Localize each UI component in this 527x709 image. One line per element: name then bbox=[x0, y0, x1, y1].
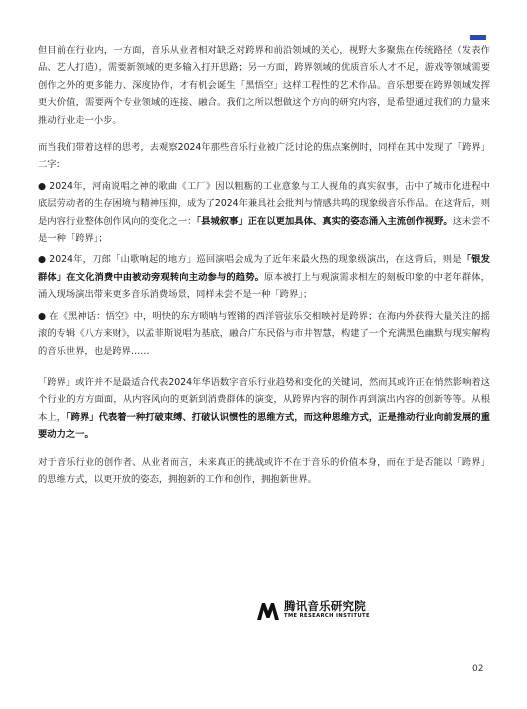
highlight-text: 「银发群体」在文化消费中由被动旁观转向主动参与的趋势。 bbox=[38, 254, 490, 283]
highlight-text: 「跨界」代表着一种打破束缚、打破认识惯性的思维方式，而这种思维方式，正是推动行业向前发展的重要动力之一。 bbox=[38, 411, 490, 441]
bullet-icon: ● bbox=[38, 254, 47, 266]
article-body bbox=[38, 42, 490, 488]
accent-bar bbox=[470, 35, 486, 40]
page-number: 02 bbox=[472, 664, 484, 674]
bullet-item-factory-song: ● 2024年，河南说唱之神的歌曲《工厂》因以粗粝的工业意象与工人视角的真实叙事，击中了城市化进程中底层劳动者的生存困境与精神压抑，成为了2024年兼具社会批判与情感共鸣的现象级音乐作品。在这背后，则是内容行业整体创作风向的变化之一：「县城叙事」正在以更加具体、真实的姿态涌入主流创作视野。这未尝不是一种「跨界」； bbox=[38, 180, 490, 245]
logo-name-cn: 腾讯音乐研究院 bbox=[284, 599, 366, 613]
bullet-item-daolang-tour: ● 2024年，刀郎「山歌响起的地方」巡回演唱会成为了近年来最火热的现象级演出，在这背后，则是「银发群体」在文化消费中由被动旁观转向主动参与的趋势。原本被打上与观演需求相左的刻板印象的中老年群体，涌入现场演出带来更多音乐消费场景，同样未尝不是一种「跨界」； bbox=[38, 254, 490, 301]
highlight-text: 「县城叙事」正在以更加具体、真实的姿态涌入主流创作视野。 bbox=[196, 215, 453, 227]
paragraph-crossover: 「跨界」或许并不是最适合代表2024年华语数字音乐行业趋势和变化的关键词，然而其或许正在悄然影响着这个行业的方方面面，从内容风向的更新到消费群体的演变，从跨界内容的制作再到演出内容的创新等等。从根本上，「跨界」代表着一种打破束缚、打破认识惯性的思维方式，而这种思维方式，正是推动行业向前发展的重要动力之一。 bbox=[38, 376, 490, 441]
bullet-item-black-myth: ● 在《黑神话：悟空》中，明快的东方唢呐与铿锵的西洋管弦乐交相映衬是跨界；在海内外获得大量关注的摇滚的专辑《八方来财》，以孟菲斯说唱为基底，融合广东民俗与市井智慧，构建了一个充满黑色幽默与现实解构的音乐世界，也是跨界…… bbox=[38, 310, 490, 357]
tme-research-logo bbox=[257, 596, 377, 624]
bullet-icon: ● bbox=[38, 310, 47, 322]
paragraph-conclusion: 对于音乐行业的创作者、从业者而言，未来真正的挑战或许不在于音乐的价值本身，而在于是否能以「跨界」的思维方式，以更开放的姿态，拥抱新的工作和创作，拥抱新世界。 bbox=[38, 456, 490, 485]
bullet-icon: ● bbox=[38, 180, 47, 192]
tme-logo-icon bbox=[257, 600, 279, 620]
paragraph-intro: 但目前在行业内，一方面，音乐从业者相对缺乏对跨界和前沿领域的关心，视野大多聚焦在传统路径（发表作品、艺人打造），需要新领域的更多输入打开思路；另一方面，跨界领域的优质音乐人才不足，游戏等领域需要创作之外的更多能力、深度协作，才有机会诞生「黑悟空」这样工程性的艺术作品。音乐想要在跨界领域发挥更大价值，需要两个专业领域的连接、融合。我们之所以想做这个方向的研究内容，是希望通过我们的力量来推动行业走一小步。 bbox=[38, 45, 490, 126]
logo-name-en: TME RESEARCH INSTITUTE bbox=[284, 613, 370, 619]
paragraph-observation: 而当我们带着这样的思考，去观察2024年那些音乐行业被广泛讨论的焦点案例时，同样在其中发现了「跨界」二字: bbox=[38, 142, 490, 171]
